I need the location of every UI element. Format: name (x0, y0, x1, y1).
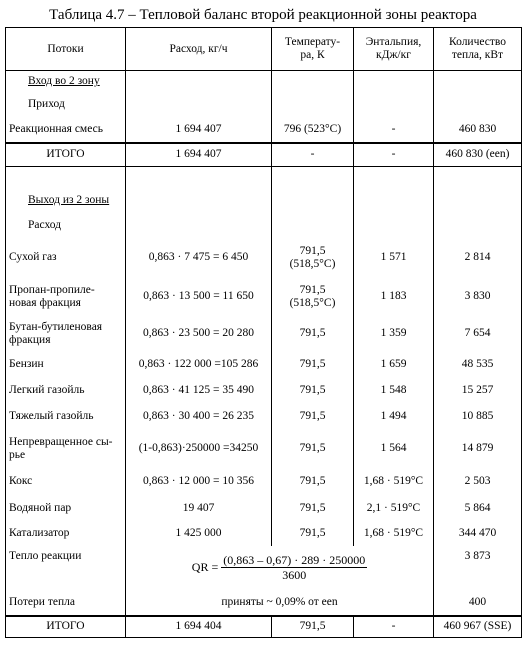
heat-cell: 460 830 (еen) (434, 143, 522, 167)
enthalpy-cell: 1,68 · 519°С (354, 468, 434, 496)
stream-name: Кокс (6, 468, 126, 496)
flow-cell: 1 694 407 (126, 143, 272, 167)
table-row (6, 468, 522, 496)
formula-lhs: QR = (191, 559, 219, 574)
table-row (6, 352, 522, 378)
flow-cell: 0,863 · 7 475 = 6 450 (126, 238, 272, 278)
table-row (6, 496, 522, 521)
temp-cell: 791,5 (518,5°С) (272, 238, 354, 278)
flow-cell: (1-0,863)·250000 =34250 (126, 430, 272, 468)
spacer-row (6, 167, 522, 189)
temp-cell: 796 (523°С) (272, 117, 354, 143)
temp-cell: 791,5 (272, 378, 354, 404)
header-row (6, 28, 522, 71)
heat-cell: 14 879 (434, 430, 522, 468)
temp-cell: 791,5 (272, 316, 354, 352)
temp-cell: 791,5 (272, 430, 354, 468)
input-total-row (6, 143, 522, 167)
formula-denominator: 3600 (282, 567, 307, 582)
stream-name: Бутан-бутиленовая фракция (6, 316, 126, 352)
heat-cell: 460 830 (434, 117, 522, 143)
flow-cell: 0,863 · 30 400 = 26 235 (126, 404, 272, 430)
stream-name: Тяжелый газойль (6, 404, 126, 430)
heat-cell: 3 830 (434, 278, 522, 316)
table-row (6, 404, 522, 430)
temp-cell: 791,5 (272, 521, 354, 546)
flow-cell: 1 425 000 (126, 521, 272, 546)
total-label: ИТОГО (6, 616, 126, 638)
total-label: ИТОГО (6, 143, 126, 167)
stream-name: Непревращенное сы- рье (6, 430, 126, 468)
table-row (6, 316, 522, 352)
flow-cell: 1 694 407 (126, 117, 272, 143)
enthalpy-cell: 1,68 · 519°С (354, 521, 434, 546)
table-row (6, 238, 522, 278)
enthalpy-cell: - (354, 616, 434, 638)
enthalpy-cell: - (354, 117, 434, 143)
header-heat: Количество тепла, кВт (434, 28, 522, 71)
header-flow: Расход, кг/ч (126, 28, 272, 71)
formula-fraction (221, 554, 367, 582)
enthalpy-cell: 1 548 (354, 378, 434, 404)
enthalpy-cell: 1 571 (354, 238, 434, 278)
heat-cell: 48 535 (434, 352, 522, 378)
header-streams: Потоки (6, 28, 126, 71)
table-row (6, 430, 522, 468)
flow-cell: 0,863 · 13 500 = 11 650 (126, 278, 272, 316)
enthalpy-cell: 1 494 (354, 404, 434, 430)
stream-name: Пропан-пропиле- новая фракция (6, 278, 126, 316)
flow-cell: 0,863 · 122 000 =105 286 (126, 352, 272, 378)
heat-cell: 7 654 (434, 316, 522, 352)
flow-cell: 0,863 · 41 125 = 35 490 (126, 378, 272, 404)
input-section-row (6, 71, 522, 93)
temp-cell: 791,5 (518,5°С) (272, 278, 354, 316)
heat-cell: 460 967 (SSE) (434, 616, 522, 638)
input-sub-title: Приход (6, 93, 126, 117)
losses-row (6, 590, 522, 616)
heat-cell: 15 257 (434, 378, 522, 404)
formula-numerator: (0,863 – 0,67) · 289 · 250000 (223, 552, 366, 567)
flow-cell: 0,863 · 23 500 = 20 280 (126, 316, 272, 352)
enthalpy-cell: - (354, 143, 434, 167)
heat-cell: 5 864 (434, 496, 522, 521)
flow-cell: 0,863 · 12 000 = 10 356 (126, 468, 272, 496)
heat-cell: 3 873 (434, 546, 522, 590)
table-row (6, 117, 522, 143)
flow-cell: 19 407 (126, 496, 272, 521)
stream-name: Реакционная смесь (6, 117, 126, 143)
table-row (6, 278, 522, 316)
temp-cell: 791,5 (272, 352, 354, 378)
enthalpy-cell: 1 659 (354, 352, 434, 378)
enthalpy-cell: 1 564 (354, 430, 434, 468)
reaction-heat-row (6, 546, 522, 590)
heat-balance-table (5, 27, 522, 638)
flow-cell: 1 694 404 (126, 616, 272, 638)
heat-cell: 400 (434, 590, 522, 616)
header-temperature: Температу- ра, К (272, 28, 354, 71)
output-total-row (6, 616, 522, 638)
stream-name: Бензин (6, 352, 126, 378)
input-section-title: Вход во 2 зону (28, 75, 100, 88)
output-sub-row (6, 213, 522, 238)
heat-cell: 2 814 (434, 238, 522, 278)
output-section-row (6, 189, 522, 213)
enthalpy-cell: 1 359 (354, 316, 434, 352)
header-enthalpy: Энтальпия, кДж/кг (354, 28, 434, 71)
output-sub-title: Расход (6, 213, 126, 238)
stream-name: Тепло реакции (6, 546, 126, 590)
temp-cell: 791,5 (272, 468, 354, 496)
losses-note: приняты ~ 0,09% от еen (126, 590, 434, 616)
output-section-title: Выход из 2 зоны (28, 194, 110, 206)
temp-cell: - (272, 143, 354, 167)
enthalpy-cell: 2,1 · 519°С (354, 496, 434, 521)
input-sub-row (6, 93, 522, 117)
heat-cell: 10 885 (434, 404, 522, 430)
stream-name: Катализатор (6, 521, 126, 546)
table-caption: Таблица 4.7 – Тепловой баланс второй реакционной зоны реактора (49, 7, 477, 23)
stream-name: Потери тепла (6, 590, 126, 616)
table-row (6, 521, 522, 546)
temp-cell: 791,5 (272, 616, 354, 638)
heat-cell: 2 503 (434, 468, 522, 496)
stream-name: Сухой газ (6, 238, 126, 278)
stream-name: Водяной пар (6, 496, 126, 521)
heat-cell: 344 470 (434, 521, 522, 546)
stream-name: Легкий газойль (6, 378, 126, 404)
enthalpy-cell: 1 183 (354, 278, 434, 316)
reaction-formula (126, 546, 434, 590)
temp-cell: 791,5 (272, 496, 354, 521)
table-row (6, 378, 522, 404)
temp-cell: 791,5 (272, 404, 354, 430)
